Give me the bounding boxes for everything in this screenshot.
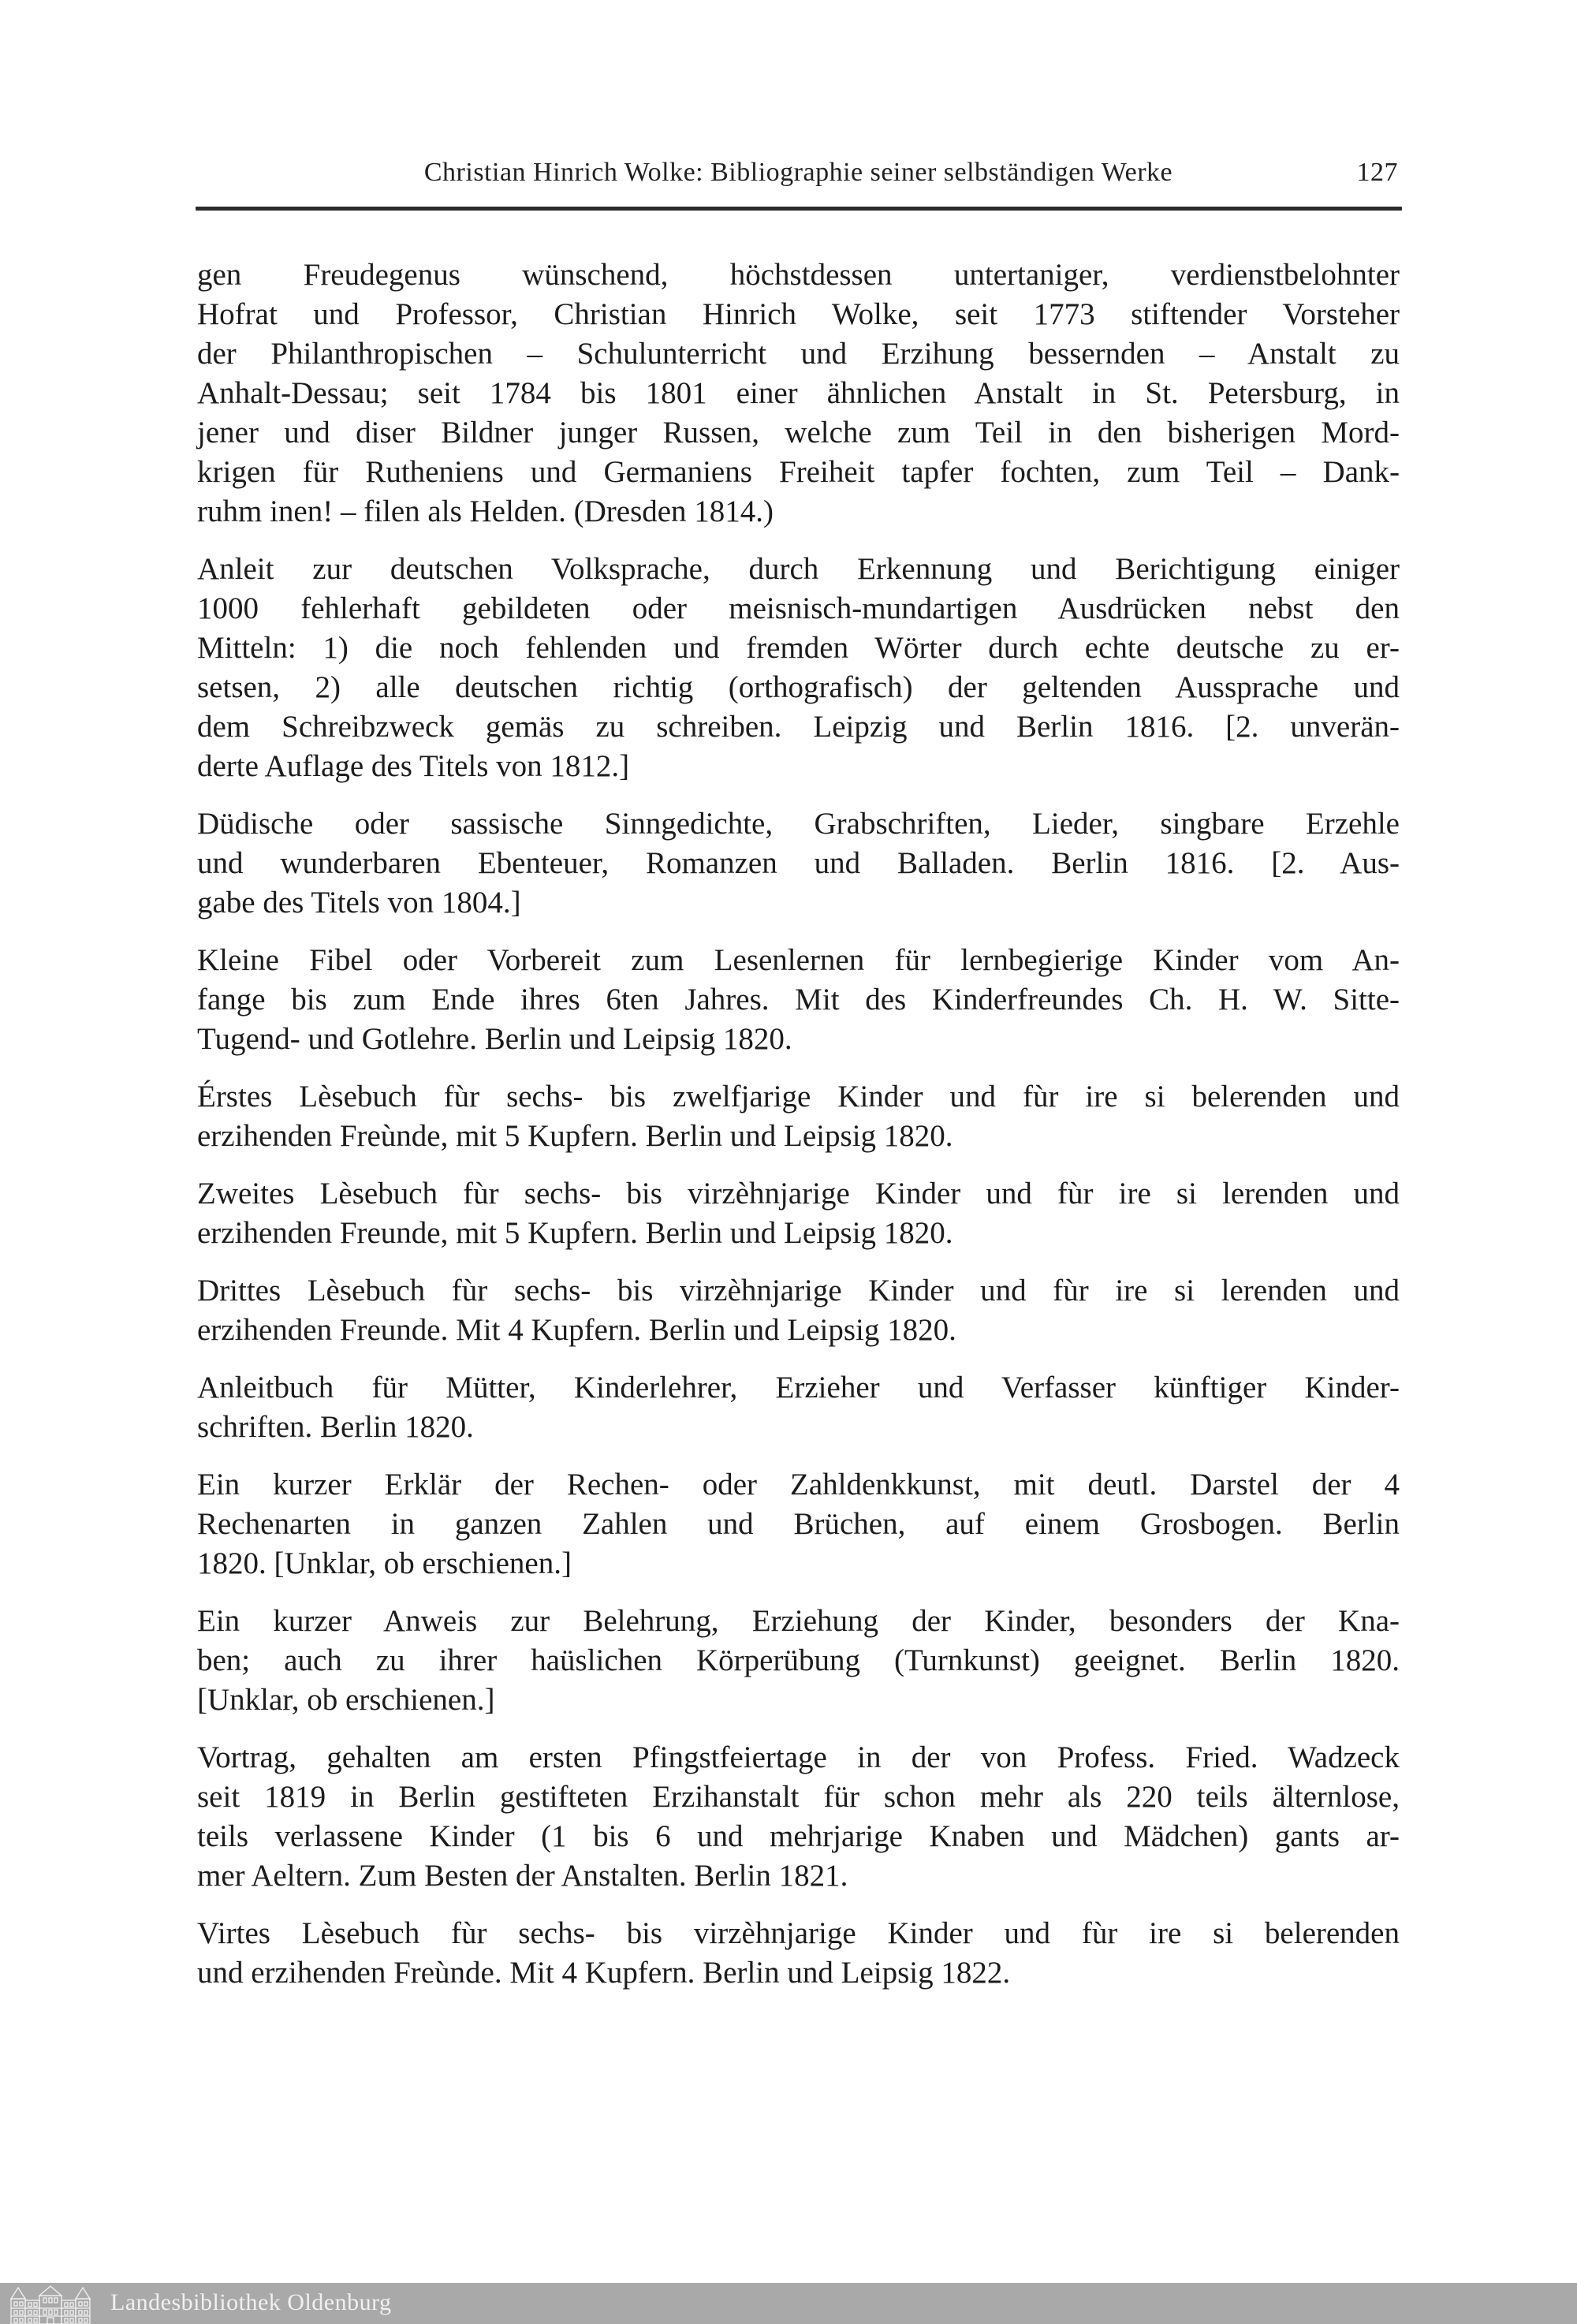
text-line: [Unklar, ob erschienen.] xyxy=(197,1683,495,1717)
bibliography-entry xyxy=(197,941,1400,1059)
text-line: krigen für Rutheniens und Germaniens Freiheit tapfer fochten, zum Teil – Dank- xyxy=(197,455,1400,489)
bibliography-entry xyxy=(197,256,1400,532)
bibliography-entry xyxy=(197,1914,1400,1993)
header-rule xyxy=(196,207,1402,211)
text-line: erzihenden Freunde, mit 5 Kupfern. Berlin und Leipsig 1820. xyxy=(197,1216,953,1250)
library-building-icon xyxy=(6,2285,95,2324)
bibliography-entry xyxy=(197,1738,1400,1896)
library-stamp-bar xyxy=(0,2283,1577,2324)
bibliography-entry xyxy=(197,1602,1400,1720)
text-line: dem Schreibzweck gemäs zu schreiben. Leipzig und Berlin 1816. [2. unverän- xyxy=(197,710,1400,744)
text-line: und wunderbaren Ebenteuer, Romanzen und Balladen. Berlin 1816. [2. Aus- xyxy=(197,846,1400,880)
page-number: 127 xyxy=(1356,158,1398,187)
bibliography-entry xyxy=(197,1465,1400,1584)
text-line: Mitteln: 1) die noch fehlenden und fremden Wörter durch echte deutsche zu er- xyxy=(197,631,1400,665)
text-line: derte Auflage des Titels von 1812.] xyxy=(197,749,630,783)
bibliography-entry xyxy=(197,1368,1400,1447)
text-line: setsen, 2) alle deutschen richtig (orthografisch) der geltenden Aussprache und xyxy=(197,670,1400,704)
text-line: Anleit zur deutschen Volksprache, durch Erkennung und Berichtigung einiger xyxy=(197,552,1400,586)
text-line: Rechenarten in ganzen Zahlen und Brüchen, auf einem Grosbogen. Berlin xyxy=(197,1507,1400,1541)
text-line: erzihenden Freunde. Mit 4 Kupfern. Berlin und Leipsig 1820. xyxy=(197,1313,956,1347)
text-line: Drittes Lèsebuch fùr sechs- bis virzèhnjarige Kinder und fùr ire si lerenden und xyxy=(197,1274,1400,1307)
text-line: 1000 fehlerhaft gebildeten oder meisnisch-mundartigen Ausdrücken nebst den xyxy=(197,591,1400,625)
text-line: gen Freudegenus wünschend, höchstdessen untertaniger, verdienstbelohnter xyxy=(197,258,1400,292)
bibliography-text xyxy=(197,256,1400,2011)
page-title: Christian Hinrich Wolke: Bibliographie seiner selbständigen Werke xyxy=(423,158,1173,187)
text-line: erzihenden Freùnde, mit 5 Kupfern. Berlin und Leipsig 1820. xyxy=(197,1119,953,1153)
text-line: Anhalt-Dessau; seit 1784 bis 1801 einer ähnlichen Anstalt in St. Petersburg, in xyxy=(197,376,1400,410)
text-line: und erzihenden Freùnde. Mit 4 Kupfern. Berlin und Leipsig 1822. xyxy=(197,1956,1011,1990)
text-line: Vortrag, gehalten am ersten Pfingstfeiertage in der von Profess. Fried. Wadzeck xyxy=(197,1740,1400,1774)
running-head xyxy=(197,158,1400,188)
library-name: Landesbibliothek Oldenburg xyxy=(110,2289,392,2315)
text-line: Hofrat und Professor, Christian Hinrich Wolke, seit 1773 stiftender Vorsteher xyxy=(197,297,1400,331)
bibliography-entry xyxy=(197,550,1400,786)
text-line: Ein kurzer Erklär der Rechen- oder Zahldenkkunst, mit deutl. Darstel der 4 xyxy=(197,1468,1400,1501)
bibliography-entry xyxy=(197,1174,1400,1253)
bibliography-entry xyxy=(197,1077,1400,1156)
text-line: mer Aeltern. Zum Besten der Anstalten. Berlin 1821. xyxy=(197,1859,848,1893)
text-line: schriften. Berlin 1820. xyxy=(197,1410,474,1444)
text-line: 1820. [Unklar, ob erschienen.] xyxy=(197,1546,572,1580)
text-line: teils verlassene Kinder (1 bis 6 und mehrjarige Knaben und Mädchen) gants ar- xyxy=(197,1819,1400,1853)
text-line: Düdische oder sassische Sinngedichte, Grabschriften, Lieder, singbare Erzehle xyxy=(197,807,1400,841)
text-line: seit 1819 in Berlin gestifteten Erzihanstalt für schon mehr als 220 teils älternlose, xyxy=(197,1780,1400,1814)
bibliography-entry xyxy=(197,1271,1400,1350)
text-line: Virtes Lèsebuch fùr sechs- bis virzèhnjarige Kinder und fùr ire si belerenden xyxy=(197,1916,1400,1950)
text-line: Kleine Fibel oder Vorbereit zum Lesenlernen für lernbegierige Kinder vom An- xyxy=(197,943,1400,977)
text-line: Ein kurzer Anweis zur Belehrung, Erziehung der Kinder, besonders der Kna- xyxy=(197,1604,1400,1638)
text-line: fange bis zum Ende ihres 6ten Jahres. Mit des Kinderfreundes Ch. H. W. Sitte- xyxy=(197,983,1400,1017)
text-line: Zweites Lèsebuch fùr sechs- bis virzèhnjarige Kinder und fùr ire si lerenden und xyxy=(197,1177,1400,1210)
text-line: jener und diser Bildner junger Russen, welche zum Teil in den bisherigen Mord- xyxy=(197,416,1400,450)
text-line: ruhm inen! – filen als Helden. (Dresden 1814.) xyxy=(197,494,774,528)
text-line: Tugend- und Gotlehre. Berlin und Leipsig 1820. xyxy=(197,1022,792,1056)
text-line: Anleitbuch für Mütter, Kinderlehrer, Erzieher und Verfasser künftiger Kinder- xyxy=(197,1371,1400,1404)
text-line: gabe des Titels von 1804.] xyxy=(197,886,521,920)
text-line: der Philanthropischen – Schulunterricht und Erzihung bessernden – Anstalt zu xyxy=(197,337,1400,371)
text-line: ben; auch zu ihrer haüslichen Körperübung (Turnkunst) geeignet. Berlin 1820. xyxy=(197,1643,1400,1677)
bibliography-entry xyxy=(197,804,1400,923)
text-line: Érstes Lèsebuch fùr sechs- bis zwelfjarige Kinder und fùr ire si belerenden und xyxy=(197,1080,1400,1114)
